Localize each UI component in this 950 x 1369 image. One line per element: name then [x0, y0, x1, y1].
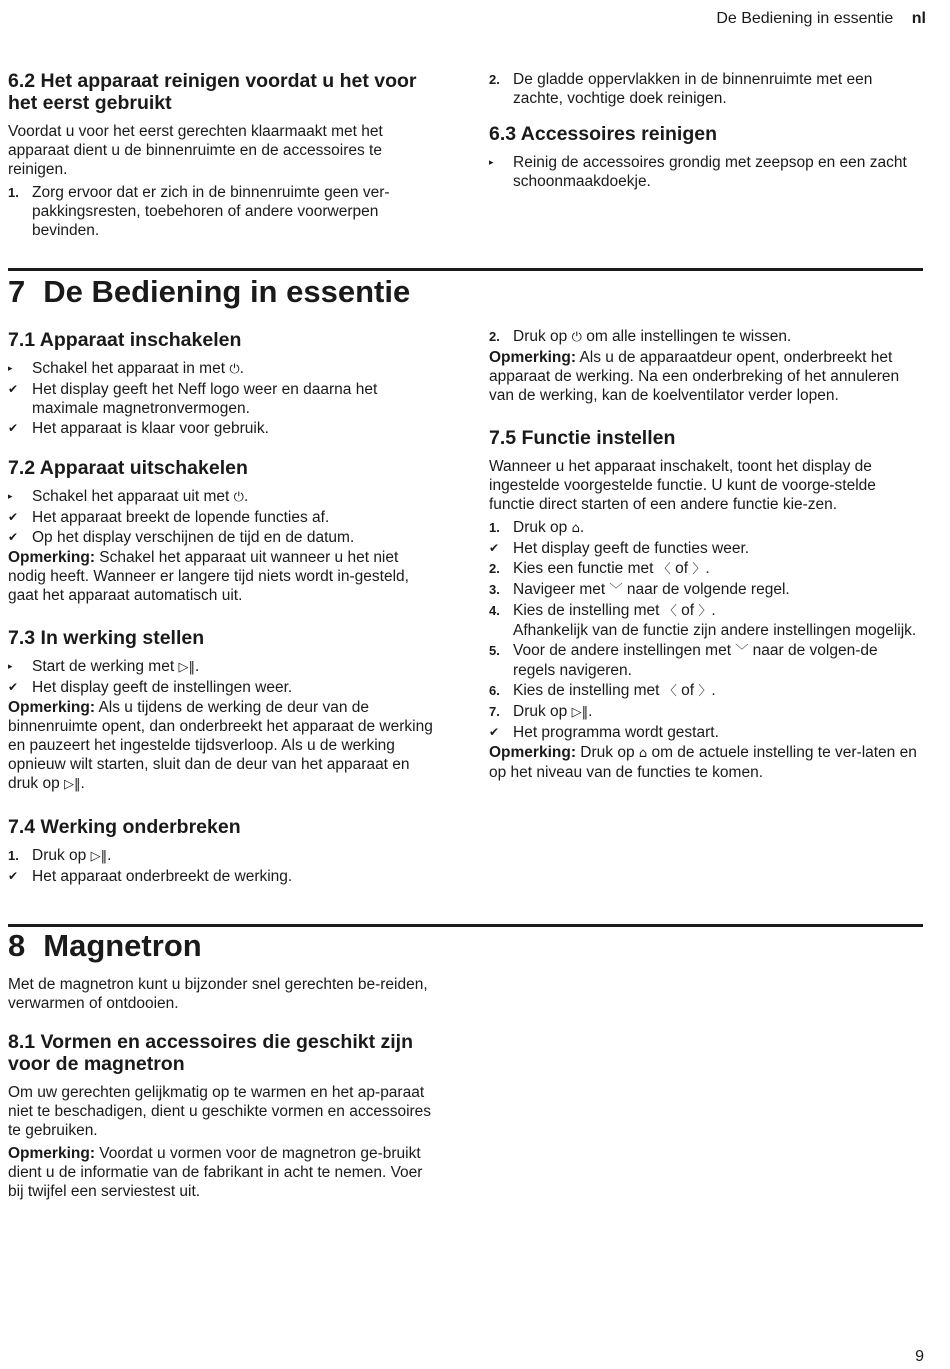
check-icon: ✔ [8, 421, 19, 435]
bullet-icon: ▸ [8, 491, 13, 501]
result-7-4: ✔ Het apparaat onderbreekt de werking. [8, 868, 293, 885]
result-7-1-a: ✔ Het display geeft het Neff logo weer en daarna het maximale magnetronvermogen. [8, 381, 378, 417]
home-icon: ⌂ [638, 746, 648, 761]
chapter-rule [8, 268, 923, 271]
result-7-3: ✔ Het display geeft de instellingen weer. [8, 679, 293, 696]
note-7-5: Opmerking: Druk op ⌂ om de actuele instelling te ver-laten en op het niveau van de functies te komen. [489, 744, 917, 781]
heading-7-3: 7.3 In werking stellen [8, 627, 205, 649]
heading-7-5: 7.5 Functie instellen [489, 427, 676, 449]
result-7-5-7: ✔ Het programma wordt gestart. [489, 724, 719, 741]
section-6-3 [489, 70, 921, 192]
chapter-7-right [489, 327, 921, 786]
heading-7-1: 7.1 Apparaat inschakelen [8, 329, 242, 351]
check-icon: ✔ [8, 680, 19, 694]
result-7-2-a: ✔ Het apparaat breekt de lopende functies af. [8, 509, 330, 526]
left-arrow-icon: 〈 [663, 684, 677, 699]
intro-8-1: Om uw gerechten gelijkmatig op te warmen en het ap-paraat niet te beschadigen, dient u geschikte vormen en accessoires te gebruiken. [8, 1084, 432, 1139]
heading-6-2: 6.2 Het apparaat reinigen voordat u het voor het eerst gebruikt [8, 70, 417, 114]
note-8-1: Opmerking: Voordat u vormen voor de magnetron ge-bruikt dient u de informatie van de fabrikant in acht te nemen. Voer bij twijfel een serviestest uit. [8, 1145, 423, 1200]
check-icon: ✔ [8, 530, 19, 544]
start-pause-icon: ▷‖ [178, 660, 195, 675]
step-7-5-4: 4. Kies de instelling met 〈 of 〉. Afhankelijk van de functie zijn andere instellingen mogelijk. [489, 602, 917, 639]
down-arrow-icon: ﹀ [609, 583, 623, 598]
home-icon: ⌂ [571, 521, 580, 536]
heading-7-4: 7.4 Werking onderbreken [8, 816, 241, 838]
bullet-icon: ▸ [8, 661, 13, 671]
heading-8-1: 8.1 Vormen en accessoires die geschikt zijn voor de magnetron [8, 1031, 413, 1075]
step-6-2-2: 2. De gladde oppervlakken in de binnenruimte met een zachte, vochtige doek reinigen. [489, 71, 873, 107]
down-arrow-icon: ﹀ [735, 644, 749, 659]
step-7-5-5: 5. Voor de andere instellingen met ﹀ naar de volgen-de regels navigeren. [489, 642, 878, 679]
page-number: 9 [915, 1348, 924, 1365]
chapter-7-title: 7 De Bediening in essentie [8, 274, 411, 309]
power-icon: ⏻ [571, 330, 582, 345]
power-icon: ⏻ [229, 362, 240, 377]
result-7-5-1: ✔ Het display geeft de functies weer. [489, 540, 750, 557]
left-arrow-icon: 〈 [663, 604, 677, 619]
chapter-8-title: 8 Magnetron [8, 928, 202, 963]
right-arrow-icon: 〉 [692, 562, 706, 577]
chapter-7-left [8, 329, 440, 887]
left-arrow-icon: 〈 [657, 562, 671, 577]
start-pause-icon: ▷‖ [571, 705, 589, 720]
action-7-2: ▸ Schakel het apparaat uit met ⏻. [8, 488, 249, 505]
step-7-4-1: 1. Druk op ▷‖. [8, 847, 112, 864]
right-arrow-icon: 〉 [698, 684, 712, 699]
chapter-rule [8, 924, 923, 927]
step-7-5-7: 7. Druk op ▷‖. [489, 703, 593, 720]
action-7-1: ▸ Schakel het apparaat in met ⏻. [8, 360, 244, 377]
step-7-5-1: 1. Druk op ⌂. [489, 519, 585, 536]
intro-8: Met de magnetron kunt u bijzonder snel gerechten be-reiden, verwarmen of ontdooien. [8, 976, 428, 1012]
step-7-5-3: 3. Navigeer met ﹀ naar de volgende regel. [489, 581, 790, 598]
header-language: nl [911, 10, 926, 27]
step-7-5-2: 2. Kies een functie met 〈 of 〉. [489, 560, 710, 577]
intro-6-2: Voordat u voor het eerst gerechten klaarmaakt met het apparaat dient u de binnenruimte en de accessoires te reinigen. [8, 123, 383, 178]
header-title: De Bediening in essentie [716, 10, 894, 27]
check-icon: ✔ [489, 541, 500, 555]
note-7-4: Opmerking: Als u de apparaatdeur opent, onderbreekt het apparaat de werking. Na een onderbreking of het annuleren van de werking, kan de koelventilator verder lopen. [489, 349, 900, 404]
running-header [716, 10, 926, 28]
bullet-icon: ▸ [489, 157, 494, 167]
note-7-3: Opmerking: Als u tijdens de werking de deur van de binnenruimte opent, dan onderbreekt het apparaat de werking en pauzeert het ingestelde tijdsverloop. Als u de werking opnieuw wilt starten, sluit dan de deur van het apparaat en druk op ▷‖. [8, 699, 433, 792]
note-7-2: Opmerking: Schakel het apparaat uit wanneer u het niet nodig heeft. Wanneer er langere tijd niets wordt in-gesteld, gaat het apparaat automatisch uit. [8, 549, 409, 604]
right-arrow-icon: 〉 [698, 604, 712, 619]
start-pause-icon: ▷‖ [64, 777, 81, 792]
step-6-2-1: 1. Zorg ervoor dat er zich in de binnenruimte geen ver-pakkingsresten, toebehoren of andere voorwerpen bevinden. [8, 184, 390, 239]
heading-6-3: 6.3 Accessoires reinigen [489, 123, 717, 145]
action-7-3: ▸ Start de werking met ▷‖. [8, 658, 200, 675]
check-icon: ✔ [8, 869, 19, 883]
section-6-2 [8, 70, 440, 241]
check-icon: ✔ [8, 382, 19, 396]
result-7-1-b: ✔ Het apparaat is klaar voor gebruik. [8, 420, 269, 437]
check-icon: ✔ [489, 725, 500, 739]
step-7-5-6: 6. Kies de instelling met 〈 of 〉. [489, 682, 716, 699]
step-7-4-2: 2. Druk op ⏻ om alle instellingen te wissen. [489, 328, 792, 345]
check-icon: ✔ [8, 510, 19, 524]
chapter-8-left [8, 975, 440, 1205]
result-7-2-b: ✔ Op het display verschijnen de tijd en de datum. [8, 529, 355, 546]
power-icon: ⏻ [233, 490, 244, 505]
start-pause-icon: ▷‖ [90, 849, 108, 864]
bullet-icon: ▸ [8, 363, 13, 373]
intro-7-5: Wanneer u het apparaat inschakelt, toont het display de ingestelde voorgestelde functie. U kunt de voorge-stelde functie direct starten of een andere functie kie-zen. [489, 458, 876, 513]
heading-7-2: 7.2 Apparaat uitschakelen [8, 457, 248, 479]
bullet-6-3: ▸ Reinig de accessoires grondig met zeepsop en een zacht schoonmaakdoekje. [489, 154, 907, 190]
